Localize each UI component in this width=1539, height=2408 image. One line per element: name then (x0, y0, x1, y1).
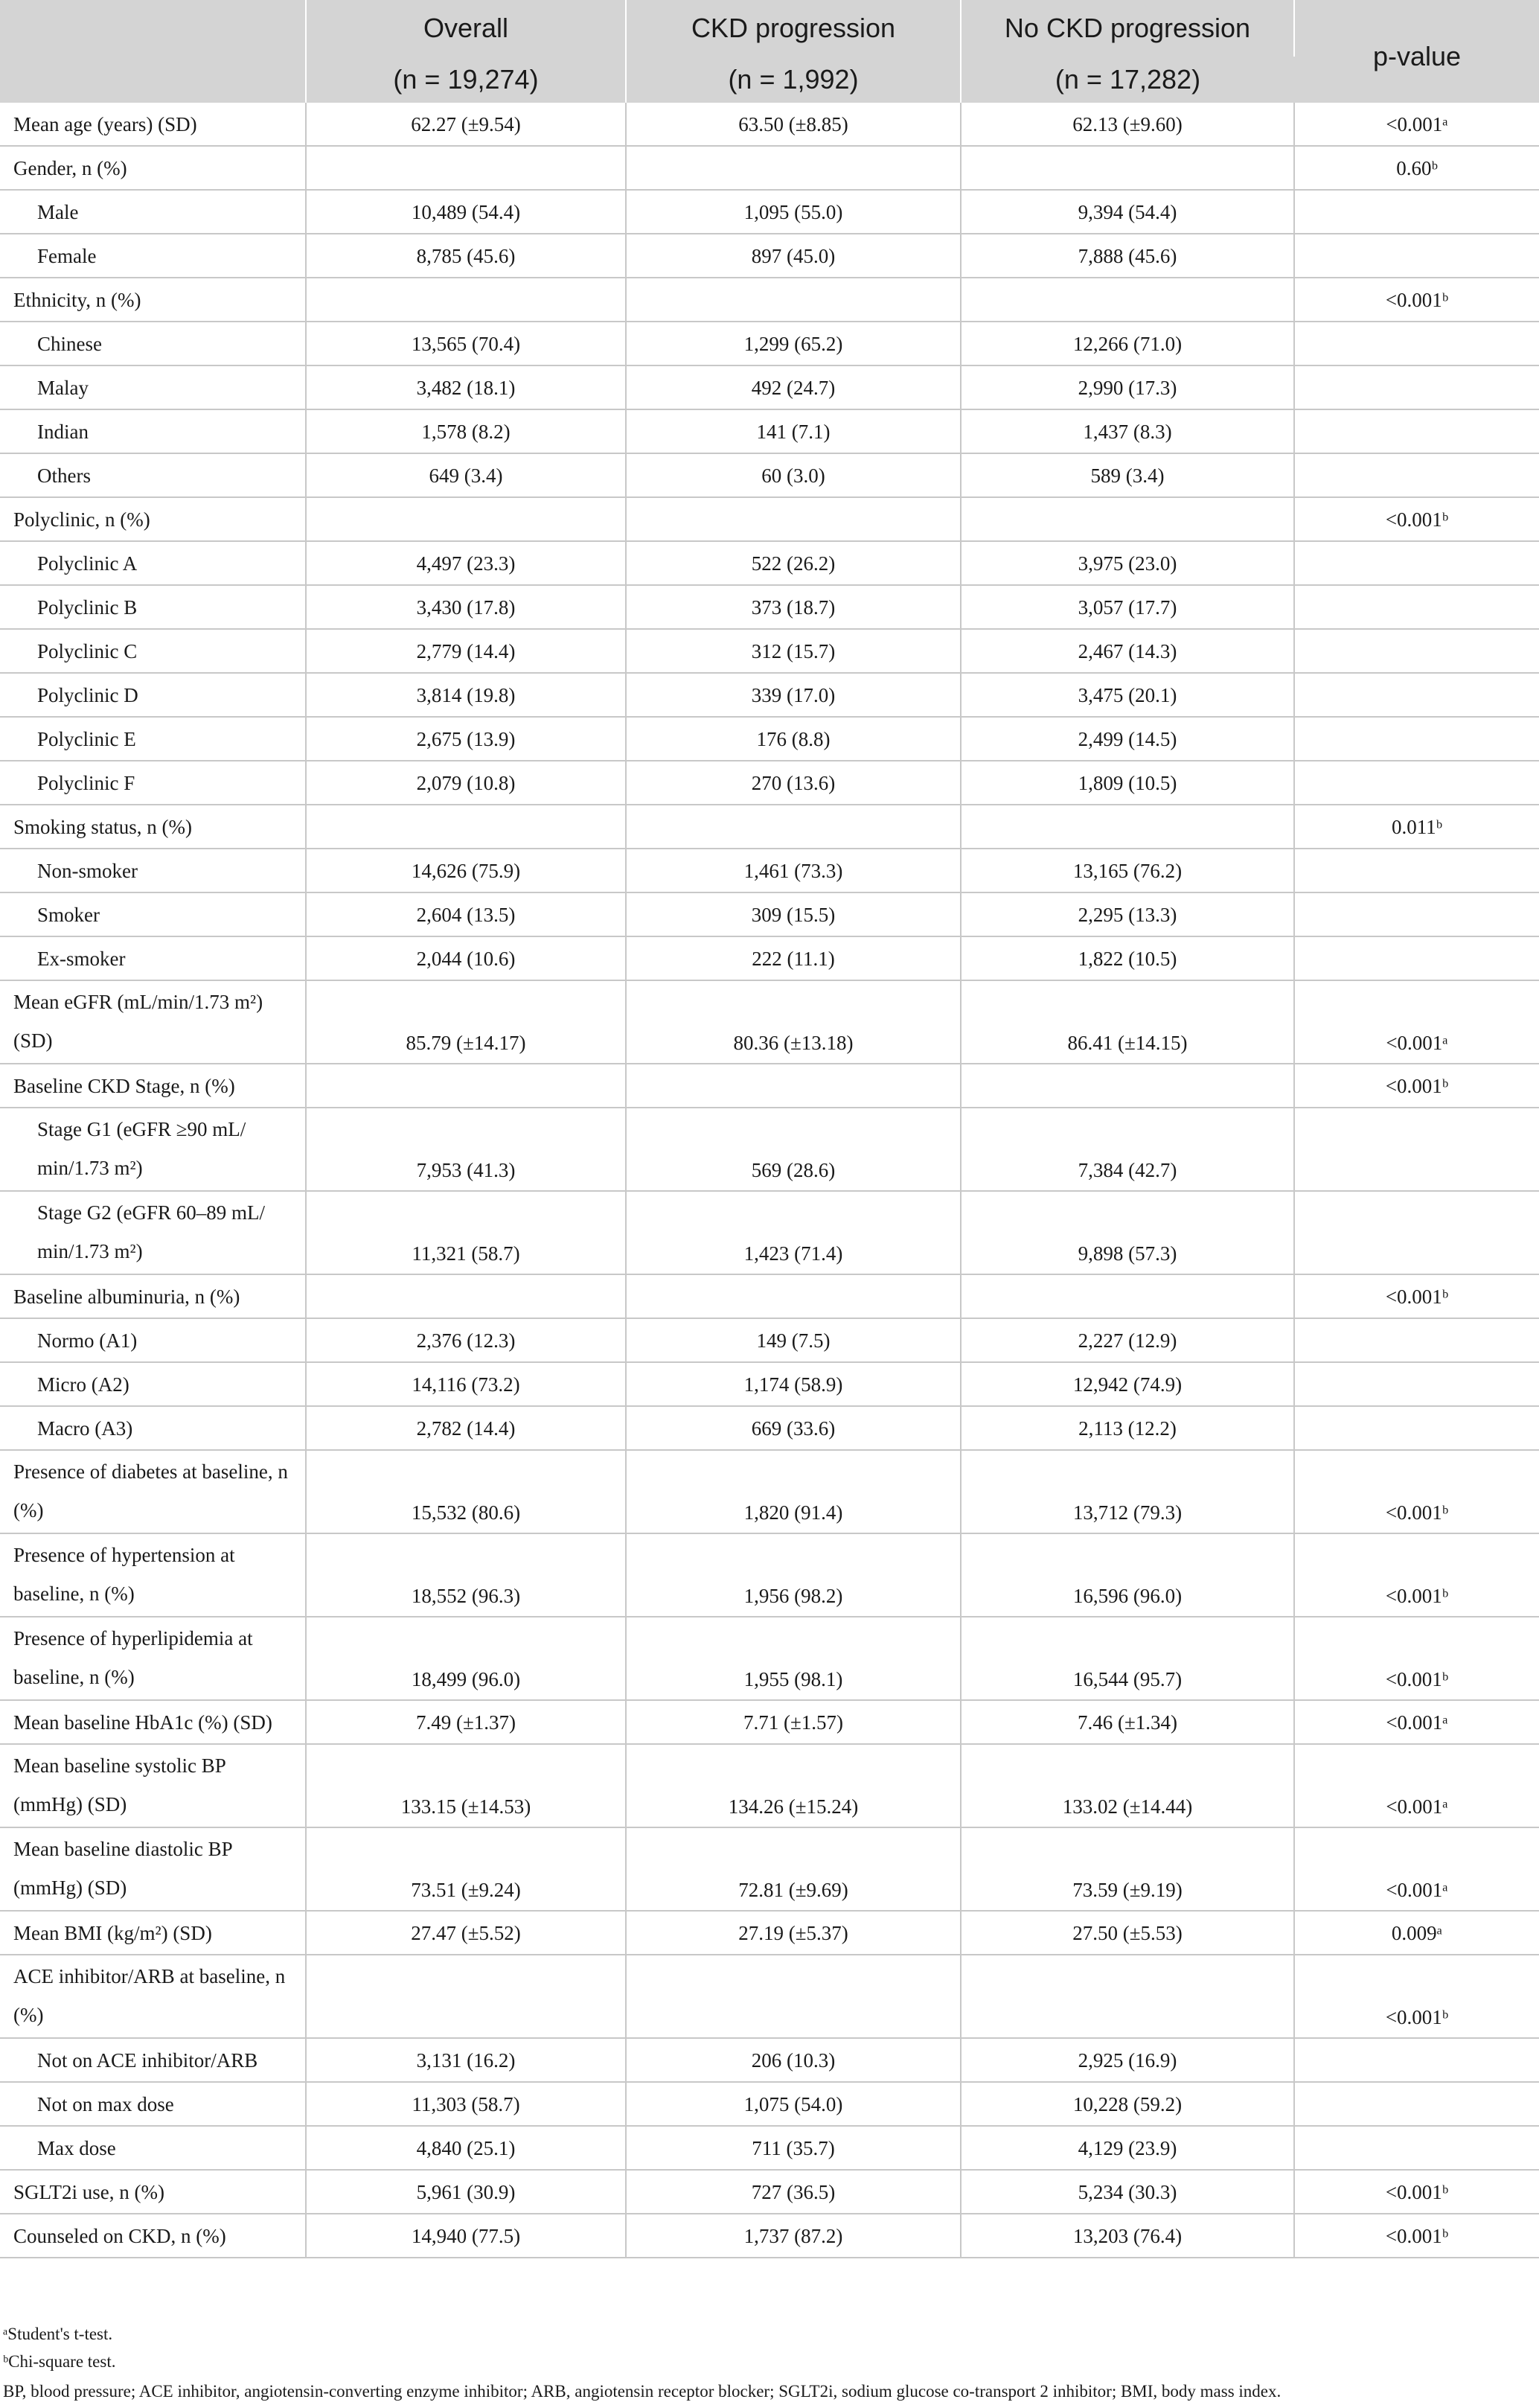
cell-ckd-progression: 270 (13.6) (626, 761, 961, 805)
cell-p-value: <0.001ᵇ (1294, 497, 1539, 541)
table-row (0, 1700, 1539, 1744)
cell-ckd-progression: 1,737 (87.2) (626, 2214, 961, 2258)
row-label: Mean baseline diastolic BP (mmHg) (SD) (0, 1827, 306, 1911)
cell-ckd-progression (626, 146, 961, 190)
cell-p-value (1294, 1318, 1539, 1362)
cell-ckd-progression: 60 (3.0) (626, 453, 961, 497)
row-label: Mean BMI (kg/m²) (SD) (0, 1911, 306, 1955)
cell-no-ckd-progression: 86.41 (±14.15) (961, 980, 1294, 1064)
cell-ckd-progression (626, 497, 961, 541)
cell-p-value (1294, 585, 1539, 629)
cell-p-value: 0.009ᵃ (1294, 1911, 1539, 1955)
cell-no-ckd-progression: 13,712 (79.3) (961, 1450, 1294, 1533)
cell-p-value: <0.001ᵃ (1294, 103, 1539, 146)
cell-overall: 8,785 (45.6) (306, 234, 626, 278)
table-row (0, 1955, 1539, 2038)
cell-no-ckd-progression: 4,129 (23.9) (961, 2126, 1294, 2170)
row-label: Smoking status, n (%) (0, 805, 306, 849)
cell-overall: 7,953 (41.3) (306, 1108, 626, 1191)
row-label: SGLT2i use, n (%) (0, 2170, 306, 2214)
cell-overall: 3,430 (17.8) (306, 585, 626, 629)
table-row (0, 2082, 1539, 2126)
cell-no-ckd-progression: 2,227 (12.9) (961, 1318, 1294, 1362)
cell-overall: 2,376 (12.3) (306, 1318, 626, 1362)
header-ckd-progression: CKD progression (626, 0, 961, 57)
cell-p-value (1294, 322, 1539, 365)
cell-p-value (1294, 190, 1539, 234)
cell-no-ckd-progression (961, 1955, 1294, 2038)
row-label: Mean eGFR (mL/min/1.73 m²) (SD) (0, 980, 306, 1064)
row-label: Chinese (0, 322, 306, 365)
cell-ckd-progression: 1,299 (65.2) (626, 322, 961, 365)
cell-p-value (1294, 629, 1539, 673)
table-row (0, 761, 1539, 805)
cell-overall: 18,499 (96.0) (306, 1617, 626, 1700)
row-label: Mean baseline HbA1c (%) (SD) (0, 1700, 306, 1744)
cell-ckd-progression: 669 (33.6) (626, 1406, 961, 1450)
cell-ckd-progression (626, 278, 961, 322)
cell-no-ckd-progression: 7.46 (±1.34) (961, 1700, 1294, 1744)
table-row (0, 892, 1539, 936)
cell-overall: 1,578 (8.2) (306, 409, 626, 453)
cell-overall: 3,814 (19.8) (306, 673, 626, 717)
cell-overall: 649 (3.4) (306, 453, 626, 497)
cell-p-value (1294, 453, 1539, 497)
table-row (0, 1450, 1539, 1533)
cell-overall: 2,782 (14.4) (306, 1406, 626, 1450)
row-label: Presence of hypertension at baseline, n (%) (0, 1533, 306, 1617)
cell-no-ckd-progression: 16,544 (95.7) (961, 1617, 1294, 1700)
table-row (0, 1191, 1539, 1274)
cell-ckd-progression: 1,820 (91.4) (626, 1450, 961, 1533)
row-label: Polyclinic E (0, 717, 306, 761)
cell-ckd-progression: 897 (45.0) (626, 234, 961, 278)
cell-ckd-progression: 72.81 (±9.69) (626, 1827, 961, 1911)
cell-ckd-progression: 222 (11.1) (626, 936, 961, 980)
row-label: Female (0, 234, 306, 278)
cell-no-ckd-progression: 2,990 (17.3) (961, 365, 1294, 409)
cell-ckd-progression: 569 (28.6) (626, 1108, 961, 1191)
cell-ckd-progression: 711 (35.7) (626, 2126, 961, 2170)
table-row (0, 1318, 1539, 1362)
cell-p-value (1294, 2126, 1539, 2170)
table-row (0, 1827, 1539, 1911)
cell-no-ckd-progression (961, 1064, 1294, 1108)
row-label: Polyclinic B (0, 585, 306, 629)
row-label: Micro (A2) (0, 1362, 306, 1406)
table-row (0, 849, 1539, 892)
cell-overall: 18,552 (96.3) (306, 1533, 626, 1617)
cell-overall (306, 1064, 626, 1108)
table-row (0, 497, 1539, 541)
cell-no-ckd-progression: 9,394 (54.4) (961, 190, 1294, 234)
cell-p-value (1294, 234, 1539, 278)
row-label: ACE inhibitor/ARB at baseline, n (%) (0, 1955, 306, 2038)
cell-no-ckd-progression: 2,467 (14.3) (961, 629, 1294, 673)
table-row (0, 585, 1539, 629)
cell-overall: 10,489 (54.4) (306, 190, 626, 234)
cell-no-ckd-progression: 13,165 (76.2) (961, 849, 1294, 892)
table-row (0, 365, 1539, 409)
row-label: Gender, n (%) (0, 146, 306, 190)
cell-p-value (1294, 1191, 1539, 1274)
cell-overall: 4,497 (23.3) (306, 541, 626, 585)
table-row (0, 1533, 1539, 1617)
cell-p-value (1294, 1108, 1539, 1191)
cell-ckd-progression (626, 1274, 961, 1318)
table-row (0, 980, 1539, 1064)
row-label: Polyclinic C (0, 629, 306, 673)
row-label: Normo (A1) (0, 1318, 306, 1362)
header-n-empty (0, 57, 306, 103)
cell-no-ckd-progression: 9,898 (57.3) (961, 1191, 1294, 1274)
table-row (0, 541, 1539, 585)
cell-overall: 2,044 (10.6) (306, 936, 626, 980)
cell-no-ckd-progression: 12,942 (74.9) (961, 1362, 1294, 1406)
table-row (0, 805, 1539, 849)
row-label: Polyclinic, n (%) (0, 497, 306, 541)
table-row (0, 1617, 1539, 1700)
cell-ckd-progression: 80.36 (±13.18) (626, 980, 961, 1064)
cell-no-ckd-progression: 3,475 (20.1) (961, 673, 1294, 717)
cell-overall: 27.47 (±5.52) (306, 1911, 626, 1955)
cell-p-value (1294, 409, 1539, 453)
cell-no-ckd-progression: 13,203 (76.4) (961, 2214, 1294, 2258)
cell-p-value (1294, 1362, 1539, 1406)
cell-ckd-progression (626, 805, 961, 849)
row-label: Presence of hyperlipidemia at baseline, n (%) (0, 1617, 306, 1700)
cell-ckd-progression: 1,095 (55.0) (626, 190, 961, 234)
cell-p-value: <0.001ᵃ (1294, 1827, 1539, 1911)
row-label: Male (0, 190, 306, 234)
cell-no-ckd-progression (961, 497, 1294, 541)
cell-no-ckd-progression: 1,809 (10.5) (961, 761, 1294, 805)
cell-no-ckd-progression: 7,888 (45.6) (961, 234, 1294, 278)
cell-p-value: <0.001ᵇ (1294, 278, 1539, 322)
row-label: Indian (0, 409, 306, 453)
cell-no-ckd-progression (961, 1274, 1294, 1318)
row-label: Polyclinic A (0, 541, 306, 585)
cell-p-value (1294, 892, 1539, 936)
table-row (0, 1911, 1539, 1955)
cell-no-ckd-progression (961, 278, 1294, 322)
cell-no-ckd-progression: 1,437 (8.3) (961, 409, 1294, 453)
cell-overall: 2,079 (10.8) (306, 761, 626, 805)
table-row (0, 1108, 1539, 1191)
cell-overall: 11,321 (58.7) (306, 1191, 626, 1274)
table-row (0, 234, 1539, 278)
row-label: Ex-smoker (0, 936, 306, 980)
row-label: Stage G1 (eGFR ≥90 mL/ min/1.73 m²) (0, 1108, 306, 1191)
table-row (0, 146, 1539, 190)
cell-p-value: 0.60ᵇ (1294, 146, 1539, 190)
cell-p-value (1294, 541, 1539, 585)
cell-p-value (1294, 936, 1539, 980)
cell-overall: 15,532 (80.6) (306, 1450, 626, 1533)
cell-ckd-progression: 492 (24.7) (626, 365, 961, 409)
cell-p-value (1294, 1406, 1539, 1450)
table-row (0, 717, 1539, 761)
table-row (0, 2126, 1539, 2170)
cell-p-value (1294, 2038, 1539, 2082)
cell-p-value: 0.011ᵇ (1294, 805, 1539, 849)
cell-no-ckd-progression: 133.02 (±14.44) (961, 1744, 1294, 1827)
cell-ckd-progression: 176 (8.8) (626, 717, 961, 761)
cell-ckd-progression: 1,461 (73.3) (626, 849, 961, 892)
cell-overall: 7.49 (±1.37) (306, 1700, 626, 1744)
cell-overall (306, 1955, 626, 2038)
row-label: Mean age (years) (SD) (0, 103, 306, 146)
cell-ckd-progression: 1,955 (98.1) (626, 1617, 961, 1700)
cell-ckd-progression: 149 (7.5) (626, 1318, 961, 1362)
cell-overall: 62.27 (±9.54) (306, 103, 626, 146)
header-row (0, 0, 1539, 57)
table-row (0, 629, 1539, 673)
cell-no-ckd-progression: 2,113 (12.2) (961, 1406, 1294, 1450)
cell-no-ckd-progression: 1,822 (10.5) (961, 936, 1294, 980)
cell-overall: 14,626 (75.9) (306, 849, 626, 892)
row-label: Smoker (0, 892, 306, 936)
row-label: Counseled on CKD, n (%) (0, 2214, 306, 2258)
cell-p-value (1294, 761, 1539, 805)
footnote-b: ᵇChi-square test. (3, 2352, 116, 2371)
cell-ckd-progression: 206 (10.3) (626, 2038, 961, 2082)
cell-overall: 3,482 (18.1) (306, 365, 626, 409)
cell-overall: 3,131 (16.2) (306, 2038, 626, 2082)
table-row (0, 1744, 1539, 1827)
cell-ckd-progression: 1,956 (98.2) (626, 1533, 961, 1617)
cell-p-value: <0.001ᵇ (1294, 2214, 1539, 2258)
cell-overall: 133.15 (±14.53) (306, 1744, 626, 1827)
row-label: Macro (A3) (0, 1406, 306, 1450)
header-no-ckd-progression: No CKD progression (961, 0, 1294, 57)
row-label: Others (0, 453, 306, 497)
table-row (0, 2214, 1539, 2258)
table-body (0, 103, 1539, 2258)
cell-p-value (1294, 849, 1539, 892)
cell-p-value (1294, 2082, 1539, 2126)
cell-no-ckd-progression: 589 (3.4) (961, 453, 1294, 497)
cell-no-ckd-progression: 5,234 (30.3) (961, 2170, 1294, 2214)
cell-p-value: <0.001ᵃ (1294, 1700, 1539, 1744)
row-label: Presence of diabetes at baseline, n (%) (0, 1450, 306, 1533)
cell-overall (306, 805, 626, 849)
table-row (0, 673, 1539, 717)
footnote-a: ᵃStudent's t-test. (3, 2325, 113, 2343)
table-row (0, 1064, 1539, 1108)
cell-no-ckd-progression: 27.50 (±5.53) (961, 1911, 1294, 1955)
table-row (0, 936, 1539, 980)
cell-p-value (1294, 365, 1539, 409)
row-label: Not on ACE inhibitor/ARB (0, 2038, 306, 2082)
cell-no-ckd-progression: 2,499 (14.5) (961, 717, 1294, 761)
cell-p-value: <0.001ᵃ (1294, 1744, 1539, 1827)
row-label: Stage G2 (eGFR 60–89 mL/ min/1.73 m²) (0, 1191, 306, 1274)
row-label: Not on max dose (0, 2082, 306, 2126)
header-n-overall: (n = 19,274) (306, 57, 626, 103)
cell-overall (306, 278, 626, 322)
cell-overall: 11,303 (58.7) (306, 2082, 626, 2126)
cell-ckd-progression: 27.19 (±5.37) (626, 1911, 961, 1955)
cell-no-ckd-progression: 7,384 (42.7) (961, 1108, 1294, 1191)
cell-ckd-progression: 1,174 (58.9) (626, 1362, 961, 1406)
cell-p-value: <0.001ᵇ (1294, 1617, 1539, 1700)
table-row (0, 190, 1539, 234)
cell-ckd-progression: 312 (15.7) (626, 629, 961, 673)
table-row (0, 2170, 1539, 2214)
cell-overall: 5,961 (30.9) (306, 2170, 626, 2214)
table-row (0, 103, 1539, 146)
table-row (0, 278, 1539, 322)
cell-overall: 2,779 (14.4) (306, 629, 626, 673)
cell-no-ckd-progression: 73.59 (±9.19) (961, 1827, 1294, 1911)
cell-ckd-progression: 63.50 (±8.85) (626, 103, 961, 146)
row-label: Mean baseline systolic BP (mmHg) (SD) (0, 1744, 306, 1827)
cell-overall: 2,604 (13.5) (306, 892, 626, 936)
cell-overall: 85.79 (±14.17) (306, 980, 626, 1064)
cell-no-ckd-progression (961, 805, 1294, 849)
row-label: Malay (0, 365, 306, 409)
cell-p-value: <0.001ᵇ (1294, 1064, 1539, 1108)
row-label: Max dose (0, 2126, 306, 2170)
header-n-no-ckd: (n = 17,282) (961, 57, 1294, 103)
table-row (0, 322, 1539, 365)
cell-ckd-progression: 522 (26.2) (626, 541, 961, 585)
cell-no-ckd-progression: 62.13 (±9.60) (961, 103, 1294, 146)
cell-ckd-progression: 373 (18.7) (626, 585, 961, 629)
header-n-ckd: (n = 1,992) (626, 57, 961, 103)
row-label: Non-smoker (0, 849, 306, 892)
cell-ckd-progression: 1,075 (54.0) (626, 2082, 961, 2126)
cell-p-value: <0.001ᵇ (1294, 1274, 1539, 1318)
cell-overall: 2,675 (13.9) (306, 717, 626, 761)
cell-ckd-progression: 141 (7.1) (626, 409, 961, 453)
cell-no-ckd-progression: 3,057 (17.7) (961, 585, 1294, 629)
footnote-abbreviations: BP, blood pressure; ACE inhibitor, angiotensin-converting enzyme inhibitor; ARB, angiotensin receptor blocker; SGLT2i, sodium glucose co-transport 2 inhibitor; BMI, body mass index. (3, 2382, 1282, 2401)
cell-p-value (1294, 717, 1539, 761)
row-label: Baseline CKD Stage, n (%) (0, 1064, 306, 1108)
cell-ckd-progression: 134.26 (±15.24) (626, 1744, 961, 1827)
cell-overall (306, 1274, 626, 1318)
table-row (0, 1274, 1539, 1318)
table-row (0, 1362, 1539, 1406)
table-row (0, 453, 1539, 497)
cell-p-value: <0.001ᵇ (1294, 1450, 1539, 1533)
table-row (0, 409, 1539, 453)
cell-overall (306, 146, 626, 190)
cell-no-ckd-progression: 2,295 (13.3) (961, 892, 1294, 936)
cell-overall (306, 497, 626, 541)
cell-p-value: <0.001ᵃ (1294, 980, 1539, 1064)
row-label: Ethnicity, n (%) (0, 278, 306, 322)
cell-ckd-progression: 727 (36.5) (626, 2170, 961, 2214)
cell-no-ckd-progression: 3,975 (23.0) (961, 541, 1294, 585)
cell-overall: 14,116 (73.2) (306, 1362, 626, 1406)
cell-p-value: <0.001ᵇ (1294, 1955, 1539, 2038)
cell-ckd-progression: 339 (17.0) (626, 673, 961, 717)
cell-overall: 14,940 (77.5) (306, 2214, 626, 2258)
header-p-value: p-value (1294, 0, 1539, 103)
cell-ckd-progression: 309 (15.5) (626, 892, 961, 936)
cell-overall: 13,565 (70.4) (306, 322, 626, 365)
row-label: Polyclinic D (0, 673, 306, 717)
cell-ckd-progression (626, 1955, 961, 2038)
cell-p-value: <0.001ᵇ (1294, 1533, 1539, 1617)
cell-ckd-progression (626, 1064, 961, 1108)
cell-overall: 4,840 (25.1) (306, 2126, 626, 2170)
cell-no-ckd-progression (961, 146, 1294, 190)
cell-no-ckd-progression: 10,228 (59.2) (961, 2082, 1294, 2126)
cell-no-ckd-progression: 16,596 (96.0) (961, 1533, 1294, 1617)
cell-overall: 73.51 (±9.24) (306, 1827, 626, 1911)
cell-ckd-progression: 1,423 (71.4) (626, 1191, 961, 1274)
table-row (0, 2038, 1539, 2082)
cell-no-ckd-progression: 2,925 (16.9) (961, 2038, 1294, 2082)
table-row (0, 1406, 1539, 1450)
cell-no-ckd-progression: 12,266 (71.0) (961, 322, 1294, 365)
header-overall: Overall (306, 0, 626, 57)
row-label: Polyclinic F (0, 761, 306, 805)
cell-p-value: <0.001ᵇ (1294, 2170, 1539, 2214)
row-label: Baseline albuminuria, n (%) (0, 1274, 306, 1318)
header-empty (0, 0, 306, 57)
cell-ckd-progression: 7.71 (±1.57) (626, 1700, 961, 1744)
cell-p-value (1294, 673, 1539, 717)
